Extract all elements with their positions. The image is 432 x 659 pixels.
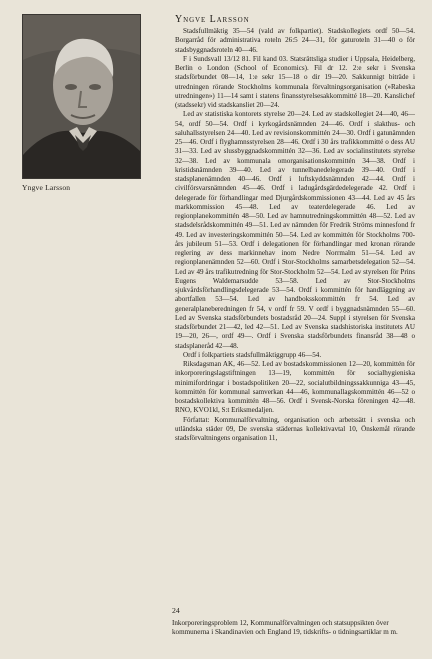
biography-name: Yngve Larsson [175,14,250,25]
page-number: 24 [172,606,180,615]
biography-text [175,27,415,443]
continued-text: Inkorporeringsproblem 12, Kommunalförvaltningen och statsuppsikten över kommunerna i Skandinavien och England 19, tidskrifts- o tidningsartiklar m m. [172,619,398,637]
paragraph-assignments: Led av statistiska kontorets styrelse 20—24. Led av stadskollegiet 24—40, 46—54, ordf 50—54. Ordf i kyrkogårdsnämnden 24—46. Ordf i slakthus- och saluhallsstyrelsen 24—40. Led av revisionskommittén 24—30. Ordf i gatunämnden 25—46. Ordf i flyghamnsstyrelsen 28—46. Ordf i 30 års trafikkommitté o dess AU 31—33. Led av slussbyggnadskommittén 32—36. Led av socialinstitutets styrelse 32—38. Led av kommunala omorganisationskommittén 34—38. Ordf i kristidsnämnden 39—40. Led av tunnelbanedelegerade 39—40. Ordf i stadsplanenämnden 40—46. Ordf i luftskyddsnämnden 42—44. Ordf i civilförsvarsnämnden 45—46. Ordf i ladugårdsgärdedelegerade 42. Ordf i delegerade för förhandlingar med Djurgårdskommissionen 43—44. Led av 45 års markkommission 45—48. Led av teaterdelegerade 46. Led av regionplanekommittén 48—50. Led av hamnutredningskommittén 48—52. Led av stadsdelsrådskommittén 49—51. Led av nämnden för Fredrik Ströms minnesfond fr 49. Led av investeringskommittén 50—54. Led av kommittén för Stockholms 700-års jubileum 51—53. Ordf i delegationen för förhandlingar med kronan rörande reglering av dess markinnehav inom Nedre Norrmalm 51—54. Led av regionplanenämnden 52—60. Ordf i Stor-Stockholms samarbetsdelegation 52—54. Led av 49 års trafikutredning för Stor-Stockholm 52—54. Led av styrelsen för Prins Eugens Waldemarsudde 53—58. Led av Stor-Stockholms sjukvårdsförhandlingsdelegerade 53—54. Ordf i kommittén för handläggning av abortfallen 53—54. Led av handboksskommittén fr 54. Led av generalplaneberedningen fr 54, v ordf fr 59. V ordf i byggnadsnämnden 55—60. Led av Svenska stadsförbundets bostadsråd 20—24. Suppl i styrelsen för Svenska stadsförbundet 21—42, led 42—51. Led av Svenska stadshistoriska institutets AU 19—20, 26—, ordf 49—. Ordf i Svenska stadsförbundets finansråd 38—48 o stadsplaneråd 42—48. [175,110,415,350]
paragraph-party-group: Ordf i folkpartiets stadsfullmäktiggrupp 46—54. [183,350,322,359]
photo-caption: Yngve Larsson [22,183,71,192]
paragraph-publications: Författat: Kommunalförvaltning, organisation och arbetssätt i svenska och utländska städer 09, De svenska städernas kollektivavtal 10, Önskemål rörande stadsförvaltningens organisation 11, [175,415,415,442]
paragraph-background: F i Sundsvall 13/12 81. Fil kand 03. Statsrättsliga studier i Uppsala, Heidelberg, Berlin o London (School of Economics). Fil dr 12. 2:e sekr i Svenska stadsförbundet 08—14, 1:e sekr 15—18 o dir 19—20. Sakkunnigt biträde i utredningen rörande Stockholms kommunala förvaltningsorganisation (»Rabeska utredningen») 11—14 samt i statens finansstyrelsesakkommitté 18—20. Kanslichef (stadssekr) vid stadskansliet 20—24. [175,54,415,109]
portrait-illustration [23,15,140,178]
paragraph-positions: Stadsfullmäktig 35—54 (vald av folkpartiet). Stadskollegiets ordf 50—54. Borgarråd för administrativa roteln 26:5 24—31, för gaturoteln 31—40 o för stadsbyggnadsroteln 40—46. [175,27,415,54]
portrait-photo [22,14,141,179]
paragraph-parliament: Riksdagsman AK, 46—52. Led av bostadskommissionen 12—20, kommittén för inkorporeringslagstiftningen 13—19, kommittén för socialhygieniska minimifordringar i bostadspolitiken 20—22, socialutbildningssakkunniga 43—45, kommittén för kommunal samverkan 44—46, kommunallagskommittén 46—52 o bostadskollektiva kommittén 48—56. Ordf i Svensk-Norska föreningen 42—48. RNO, KVO1kl, S:t Eriksmedaljen. [175,360,415,415]
